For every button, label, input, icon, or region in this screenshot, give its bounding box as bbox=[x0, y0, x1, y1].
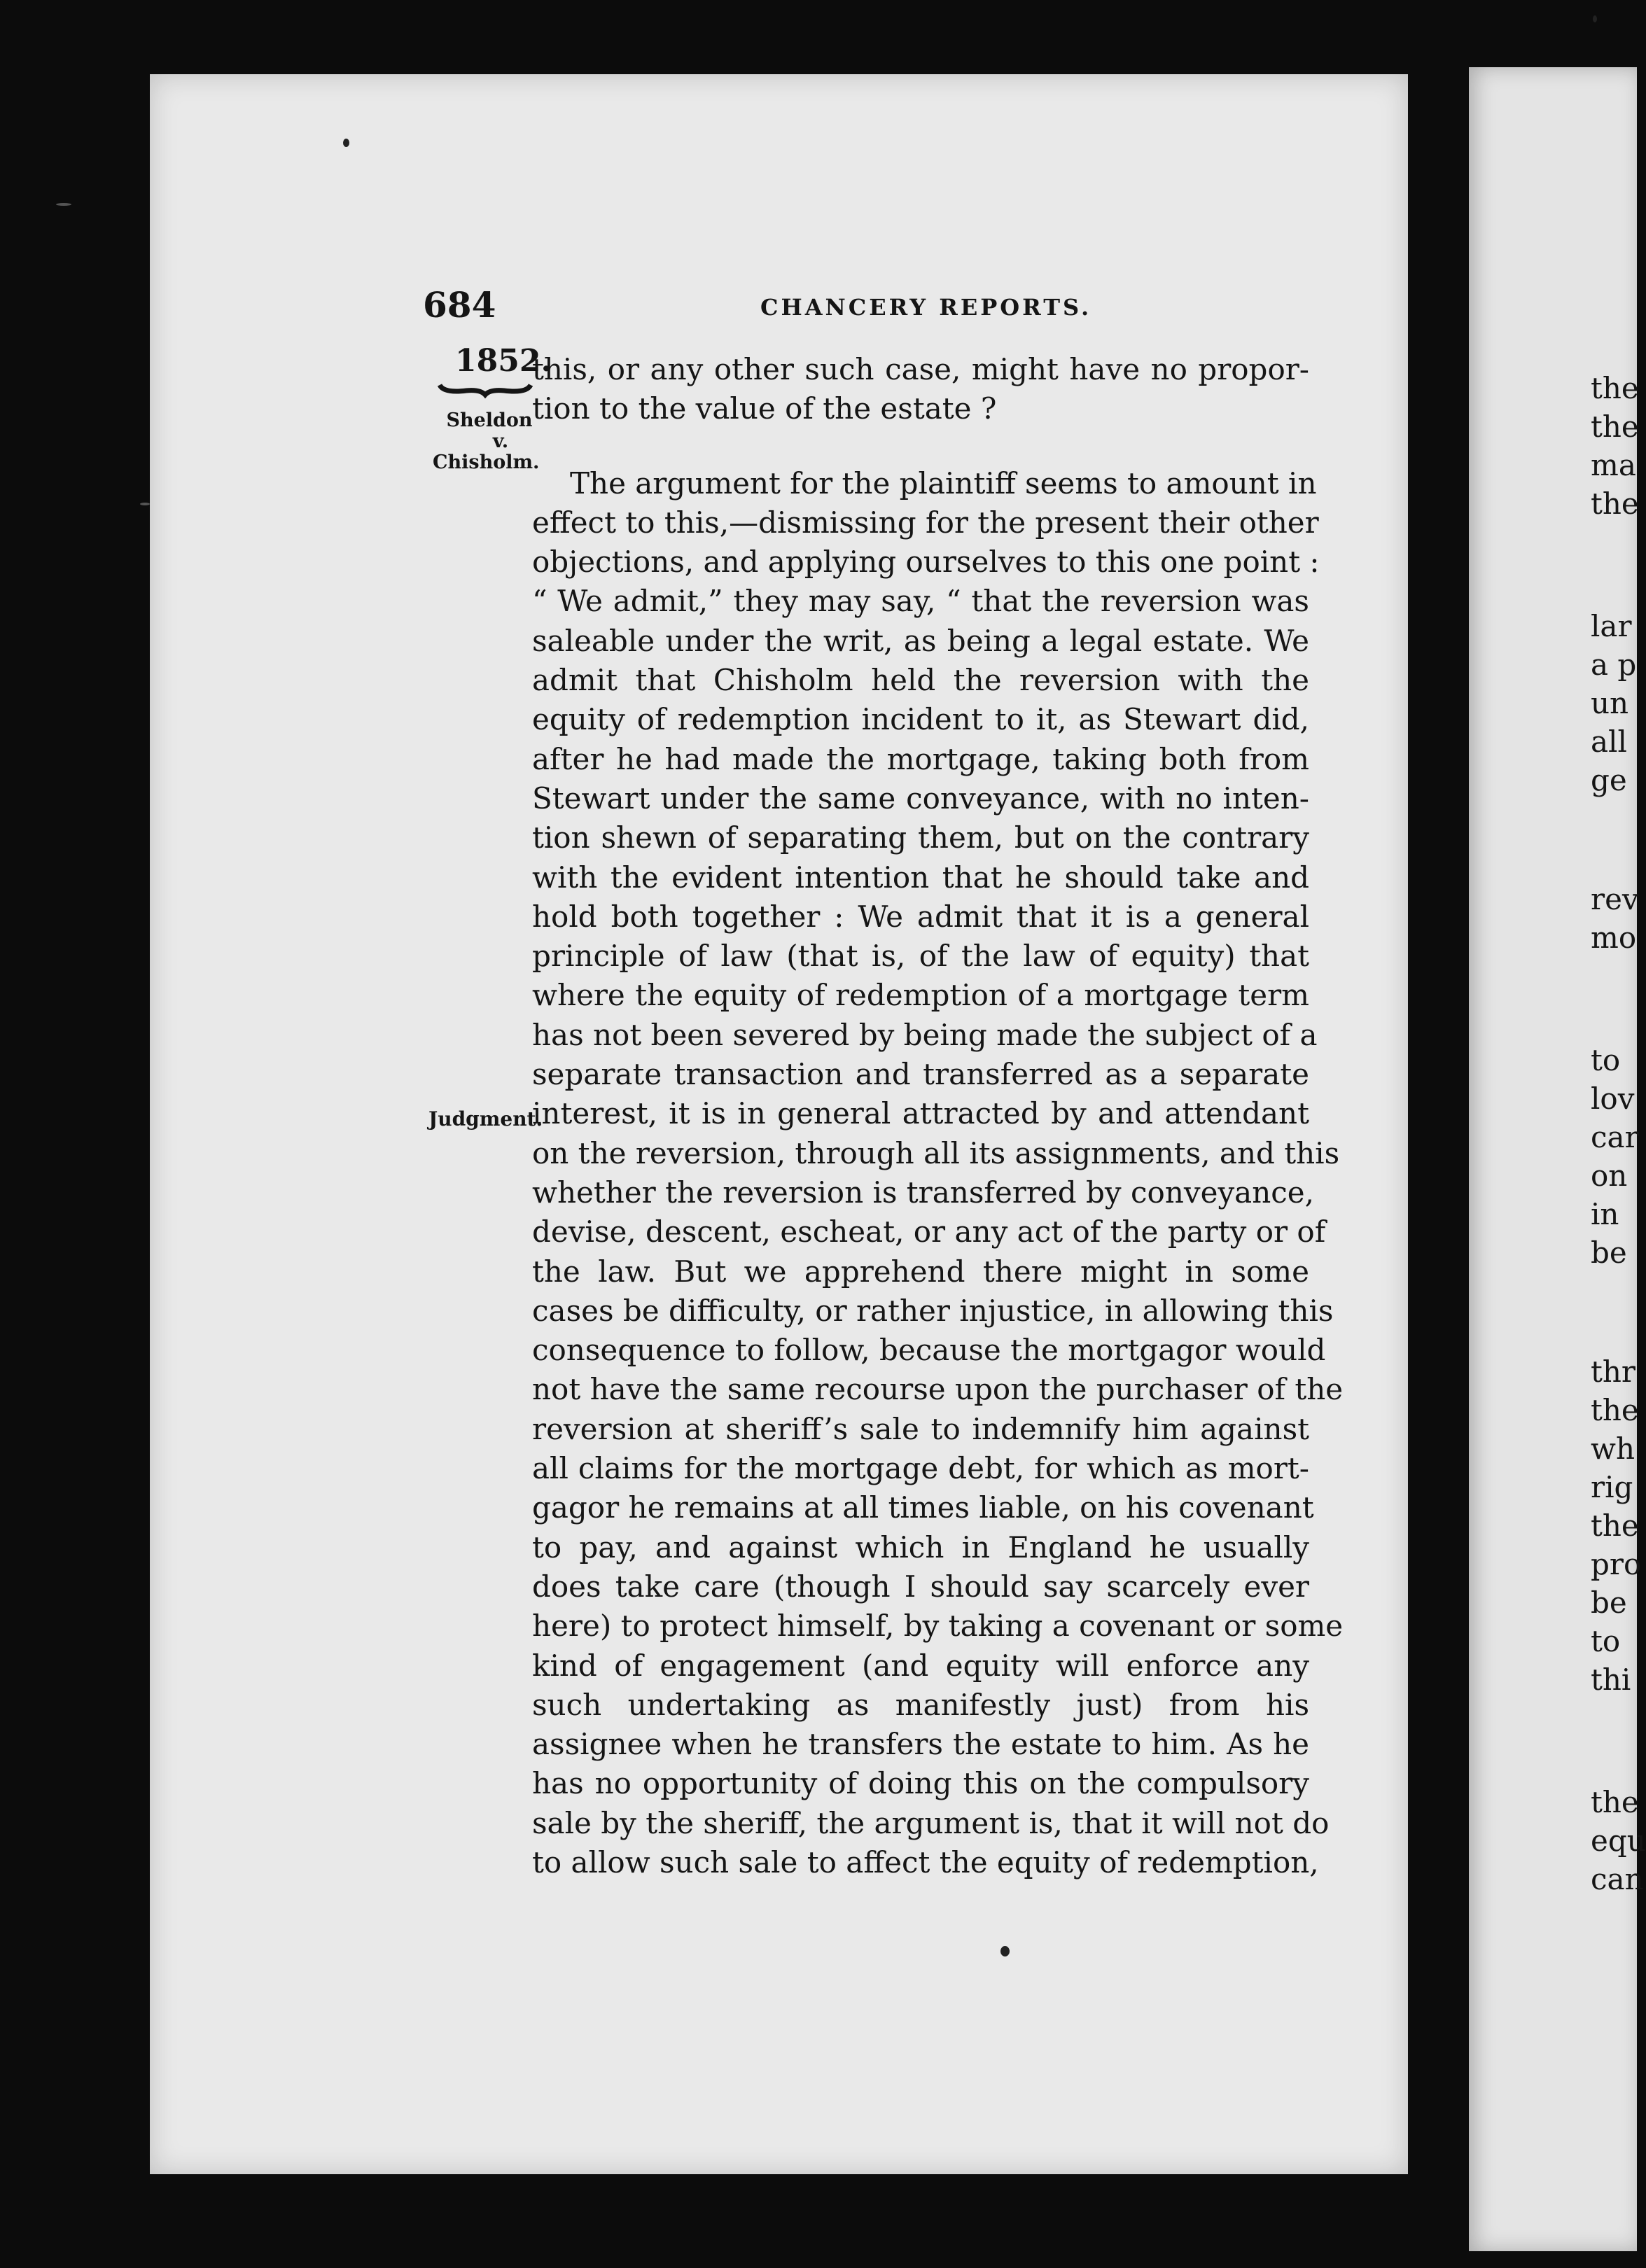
facing-page-fragment: all bbox=[1591, 724, 1627, 759]
facing-page-fragment: the bbox=[1591, 410, 1639, 444]
margin-year: 1852. bbox=[455, 343, 552, 379]
scan-speck bbox=[1000, 1946, 1010, 1956]
text-line: where the equity of redemption of a mortgage term bbox=[532, 978, 1309, 1013]
brace-icon bbox=[438, 384, 532, 396]
facing-page-fragment: the bbox=[1591, 486, 1639, 521]
facing-page-fragment: ge bbox=[1591, 763, 1627, 797]
facing-page-fragment: thi bbox=[1591, 1662, 1631, 1697]
text-line: effect to this,—dismissing for the present their other bbox=[532, 505, 1319, 540]
body-text bbox=[532, 350, 1344, 1882]
facing-page-fragment: the bbox=[1591, 1785, 1639, 1819]
case-name-versus: v. bbox=[492, 430, 509, 452]
text-line: this, or any other such case, might have no propor- bbox=[532, 352, 1309, 386]
facing-page-fragment: un bbox=[1591, 686, 1629, 720]
text-line: reversion at sheriff’s sale to indemnify him against bbox=[532, 1411, 1309, 1446]
text-line: such undertaking as manifestly just) from his bbox=[532, 1687, 1309, 1722]
facing-page-fragment: the bbox=[1591, 371, 1639, 405]
facing-page-fragment: thr bbox=[1591, 1354, 1636, 1389]
text-line: equity of redemption incident to it, as Stewart did, bbox=[532, 702, 1309, 737]
text-line: admit that Chisholm held the reversion with the bbox=[532, 663, 1309, 698]
text-line: with the evident intention that he should take and bbox=[532, 860, 1309, 895]
running-head: CHANCERY REPORTS. bbox=[760, 294, 1092, 321]
facing-page-fragment: the bbox=[1591, 1393, 1639, 1427]
page-number: 684 bbox=[423, 284, 496, 326]
margin-judgment-label: Judgment. bbox=[428, 1107, 543, 1130]
scan-speck bbox=[56, 203, 71, 206]
text-line: cases be difficulty, or rather injustice, in allowing this bbox=[532, 1293, 1334, 1328]
facing-page-fragment: in bbox=[1591, 1197, 1619, 1231]
facing-page-fragment: ma bbox=[1591, 448, 1636, 482]
facing-page-fragment: rev bbox=[1591, 882, 1639, 916]
text-line: gagor he remains at all times liable, on his covenant bbox=[532, 1490, 1314, 1525]
text-line: all claims for the mortgage debt, for which as mort- bbox=[532, 1451, 1309, 1486]
facing-page-fragment: on bbox=[1591, 1158, 1628, 1193]
case-name-defendant: Chisholm. bbox=[433, 451, 540, 473]
text-line: The argument for the plaintiff seems to amount in bbox=[570, 465, 1317, 500]
text-line: assignee when he transfers the estate to him. As he bbox=[532, 1727, 1309, 1762]
facing-page-fragment: a p bbox=[1591, 648, 1637, 682]
text-line: objections, and applying ourselves to this one point : bbox=[532, 545, 1320, 580]
facing-page-fragment: wh bbox=[1591, 1432, 1635, 1466]
scan-speck bbox=[1593, 15, 1597, 22]
facing-page-fragment: rig bbox=[1591, 1470, 1633, 1504]
facing-page-fragment: to bbox=[1591, 1624, 1621, 1658]
text-line: hold both together : We admit that it is a general bbox=[532, 899, 1309, 934]
text-line: devise, descent, escheat, or any act of the party or of bbox=[532, 1214, 1326, 1250]
facing-page-fragment: can bbox=[1591, 1862, 1644, 1896]
text-line: has not been severed by being made the subject of a bbox=[532, 1017, 1318, 1052]
text-line: to pay, and against which in England he usually bbox=[532, 1530, 1309, 1564]
text-line: consequence to follow, because the mortgagor would bbox=[532, 1333, 1326, 1368]
text-line: not have the same recourse upon the purchaser of the bbox=[532, 1372, 1344, 1407]
facing-page-fragment: mo bbox=[1591, 920, 1637, 955]
text-line: here) to protect himself, by taking a covenant or some bbox=[532, 1609, 1344, 1644]
text-line: saleable under the writ, as being a legal estate. We bbox=[532, 623, 1309, 658]
facing-page-fragment: be bbox=[1591, 1586, 1627, 1620]
facing-page-fragment: lov bbox=[1591, 1082, 1635, 1116]
text-line: has no opportunity of doing this on the compulsory bbox=[532, 1766, 1309, 1801]
facing-page-fragment: be bbox=[1591, 1236, 1627, 1270]
text-line: the law. But we apprehend there might in some bbox=[532, 1254, 1309, 1289]
text-line: “ We admit,” they may say, “ that the reversion was bbox=[532, 584, 1309, 619]
scan-speck bbox=[140, 503, 150, 505]
facing-page-fragment: lar bbox=[1591, 609, 1632, 643]
scan-speck bbox=[343, 139, 349, 147]
text-line: interest, it is in general attracted by and attendant bbox=[532, 1096, 1309, 1131]
text-line: on the reversion, through all its assignments, and this bbox=[532, 1135, 1340, 1170]
text-line: after he had made the mortgage, taking both from bbox=[532, 741, 1309, 776]
text-line: separate transaction and transferred as a separate bbox=[532, 1057, 1309, 1092]
text-line: whether the reversion is transferred by conveyance, bbox=[532, 1175, 1314, 1210]
text-line: Stewart under the same conveyance, with no inten- bbox=[532, 780, 1309, 816]
facing-page-fragment: equ bbox=[1591, 1823, 1646, 1858]
facing-page-fragment: to bbox=[1591, 1043, 1621, 1077]
text-line: to allow such sale to affect the equity of redemption, bbox=[532, 1844, 1319, 1879]
text-line: tion to the value of the estate ? bbox=[532, 391, 997, 426]
facing-page-fragment: car bbox=[1591, 1120, 1639, 1154]
facing-page-fragment: the bbox=[1591, 1508, 1639, 1543]
text-line: sale by the sheriff, the argument is, that it will not do bbox=[532, 1805, 1330, 1840]
text-line: principle of law (that is, of the law of equity) that bbox=[532, 939, 1309, 974]
text-line: kind of engagement (and equity will enforce any bbox=[532, 1648, 1309, 1683]
text-line: tion shewn of separating them, but on the contrary bbox=[532, 820, 1309, 855]
case-name-plaintiff: Sheldon bbox=[446, 410, 533, 431]
facing-page-fragment: pro bbox=[1591, 1547, 1642, 1581]
text-line: does take care (though I should say scarcely ever bbox=[532, 1569, 1309, 1604]
